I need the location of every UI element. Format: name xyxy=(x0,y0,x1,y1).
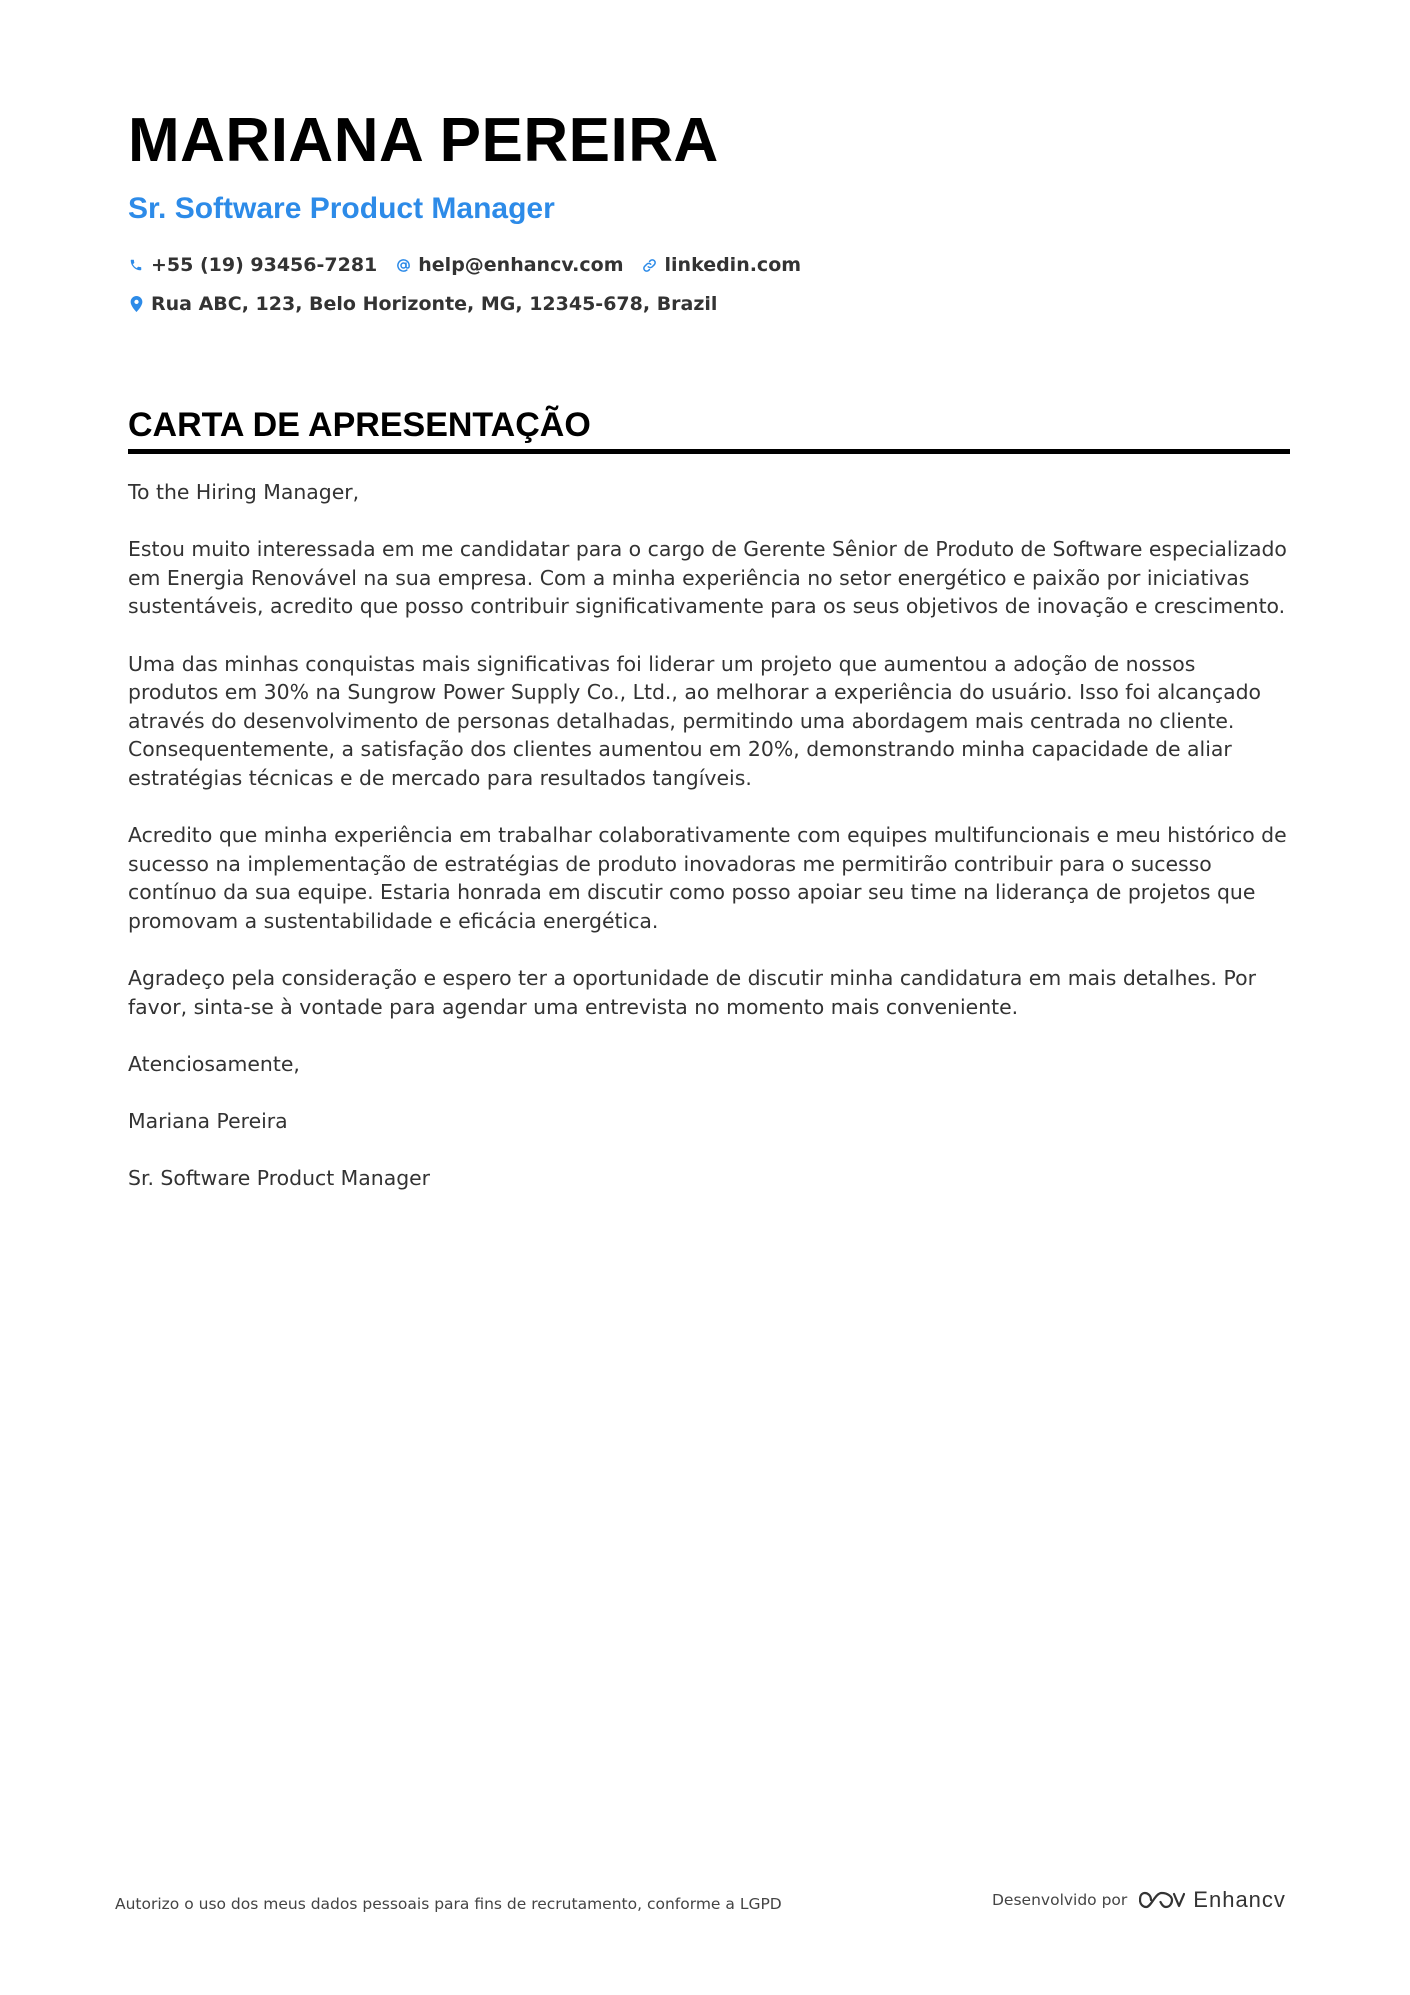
address-text: Rua ABC, 123, Belo Horizonte, MG, 12345-678, Brazil xyxy=(151,293,718,315)
location-pin-icon xyxy=(128,295,144,313)
letter-closing: Atenciosamente, xyxy=(128,1051,300,1076)
letter-paragraph: Acredito que minha experiência em trabalhar colaborativamente com equipes multifuncionais e meu histórico de sucesso na implementação de estratégias de produto inovadoras me permitirão contribuir para o sucesso contínuo da sua equipe. Estaria honrada em discutir como posso apoiar seu time na liderança de projetos que promovam a sustentabilidade e eficácia energética. xyxy=(128,823,1287,933)
powered-by-label: Desenvolvido por xyxy=(992,1891,1128,1909)
contact-linkedin[interactable] xyxy=(642,254,802,276)
section-divider xyxy=(128,449,1290,454)
link-icon xyxy=(642,256,658,274)
phone-text: +55 (19) 93456-7281 xyxy=(151,254,378,276)
phone-icon xyxy=(128,256,144,274)
contact-phone xyxy=(128,254,377,276)
candidate-name: MARIANA PEREIRA xyxy=(128,106,719,175)
enhancv-brand-name: Enhancv xyxy=(1193,1887,1286,1912)
address-row xyxy=(128,293,717,315)
letter-paragraph: Uma das minhas conquistas mais significativas foi liderar um projeto que aumentou a adoção de nossos produtos em 30% na Sungrow Power Supply Co., Ltd., ao melhorar a experiência do usuário. Isso foi alcançado através do desenvolvimento de personas detalhadas, permitindo uma abordagem mais centrada no cliente. Consequentemente, a satisfação dos clientes aumentou em 20%, demonstrando minha capacidade de aliar estratégias técnicas e de mercado para resultados tangíveis. xyxy=(128,651,1262,790)
footer-brand[interactable] xyxy=(992,1887,1286,1913)
signature-name: Mariana Pereira xyxy=(128,1109,288,1134)
email-text[interactable]: help@enhancv.com xyxy=(418,254,624,276)
signature-title: Sr. Software Product Manager xyxy=(128,1166,431,1191)
enhancv-logo[interactable] xyxy=(1139,1887,1286,1913)
footer-consent-text: Autorizo o uso dos meus dados pessoais para fins de recrutamento, conforme a LGPD xyxy=(115,1895,782,1913)
contact-address xyxy=(128,293,717,315)
enhancv-logo-icon xyxy=(1139,1888,1185,1912)
section-heading: CARTA DE APRESENTAÇÃO xyxy=(128,406,591,444)
letter-paragraph: Agradeço pela consideração e espero ter a oportunidade de discutir minha candidatura em mais detalhes. Por favor, sinta-se à vontade para agendar uma entrevista no momento mais conveniente. xyxy=(128,966,1256,1019)
candidate-title: Sr. Software Product Manager xyxy=(128,192,555,225)
linkedin-text[interactable]: linkedin.com xyxy=(664,254,802,276)
letter-greeting: To the Hiring Manager, xyxy=(128,480,360,504)
at-icon xyxy=(395,256,411,274)
letter-paragraph: Estou muito interessada em me candidatar para o cargo de Gerente Sênior de Produto de Software especializado em Energia Renovável na sua empresa. Com a minha experiência no setor energético e paixão por iniciativas sustentáveis, acredito que posso contribuir significativamente para os seus objetivos de inovação e crescimento. xyxy=(128,537,1287,619)
contact-row xyxy=(128,254,801,276)
contact-email[interactable] xyxy=(395,254,623,276)
letter-body xyxy=(128,478,1290,1221)
